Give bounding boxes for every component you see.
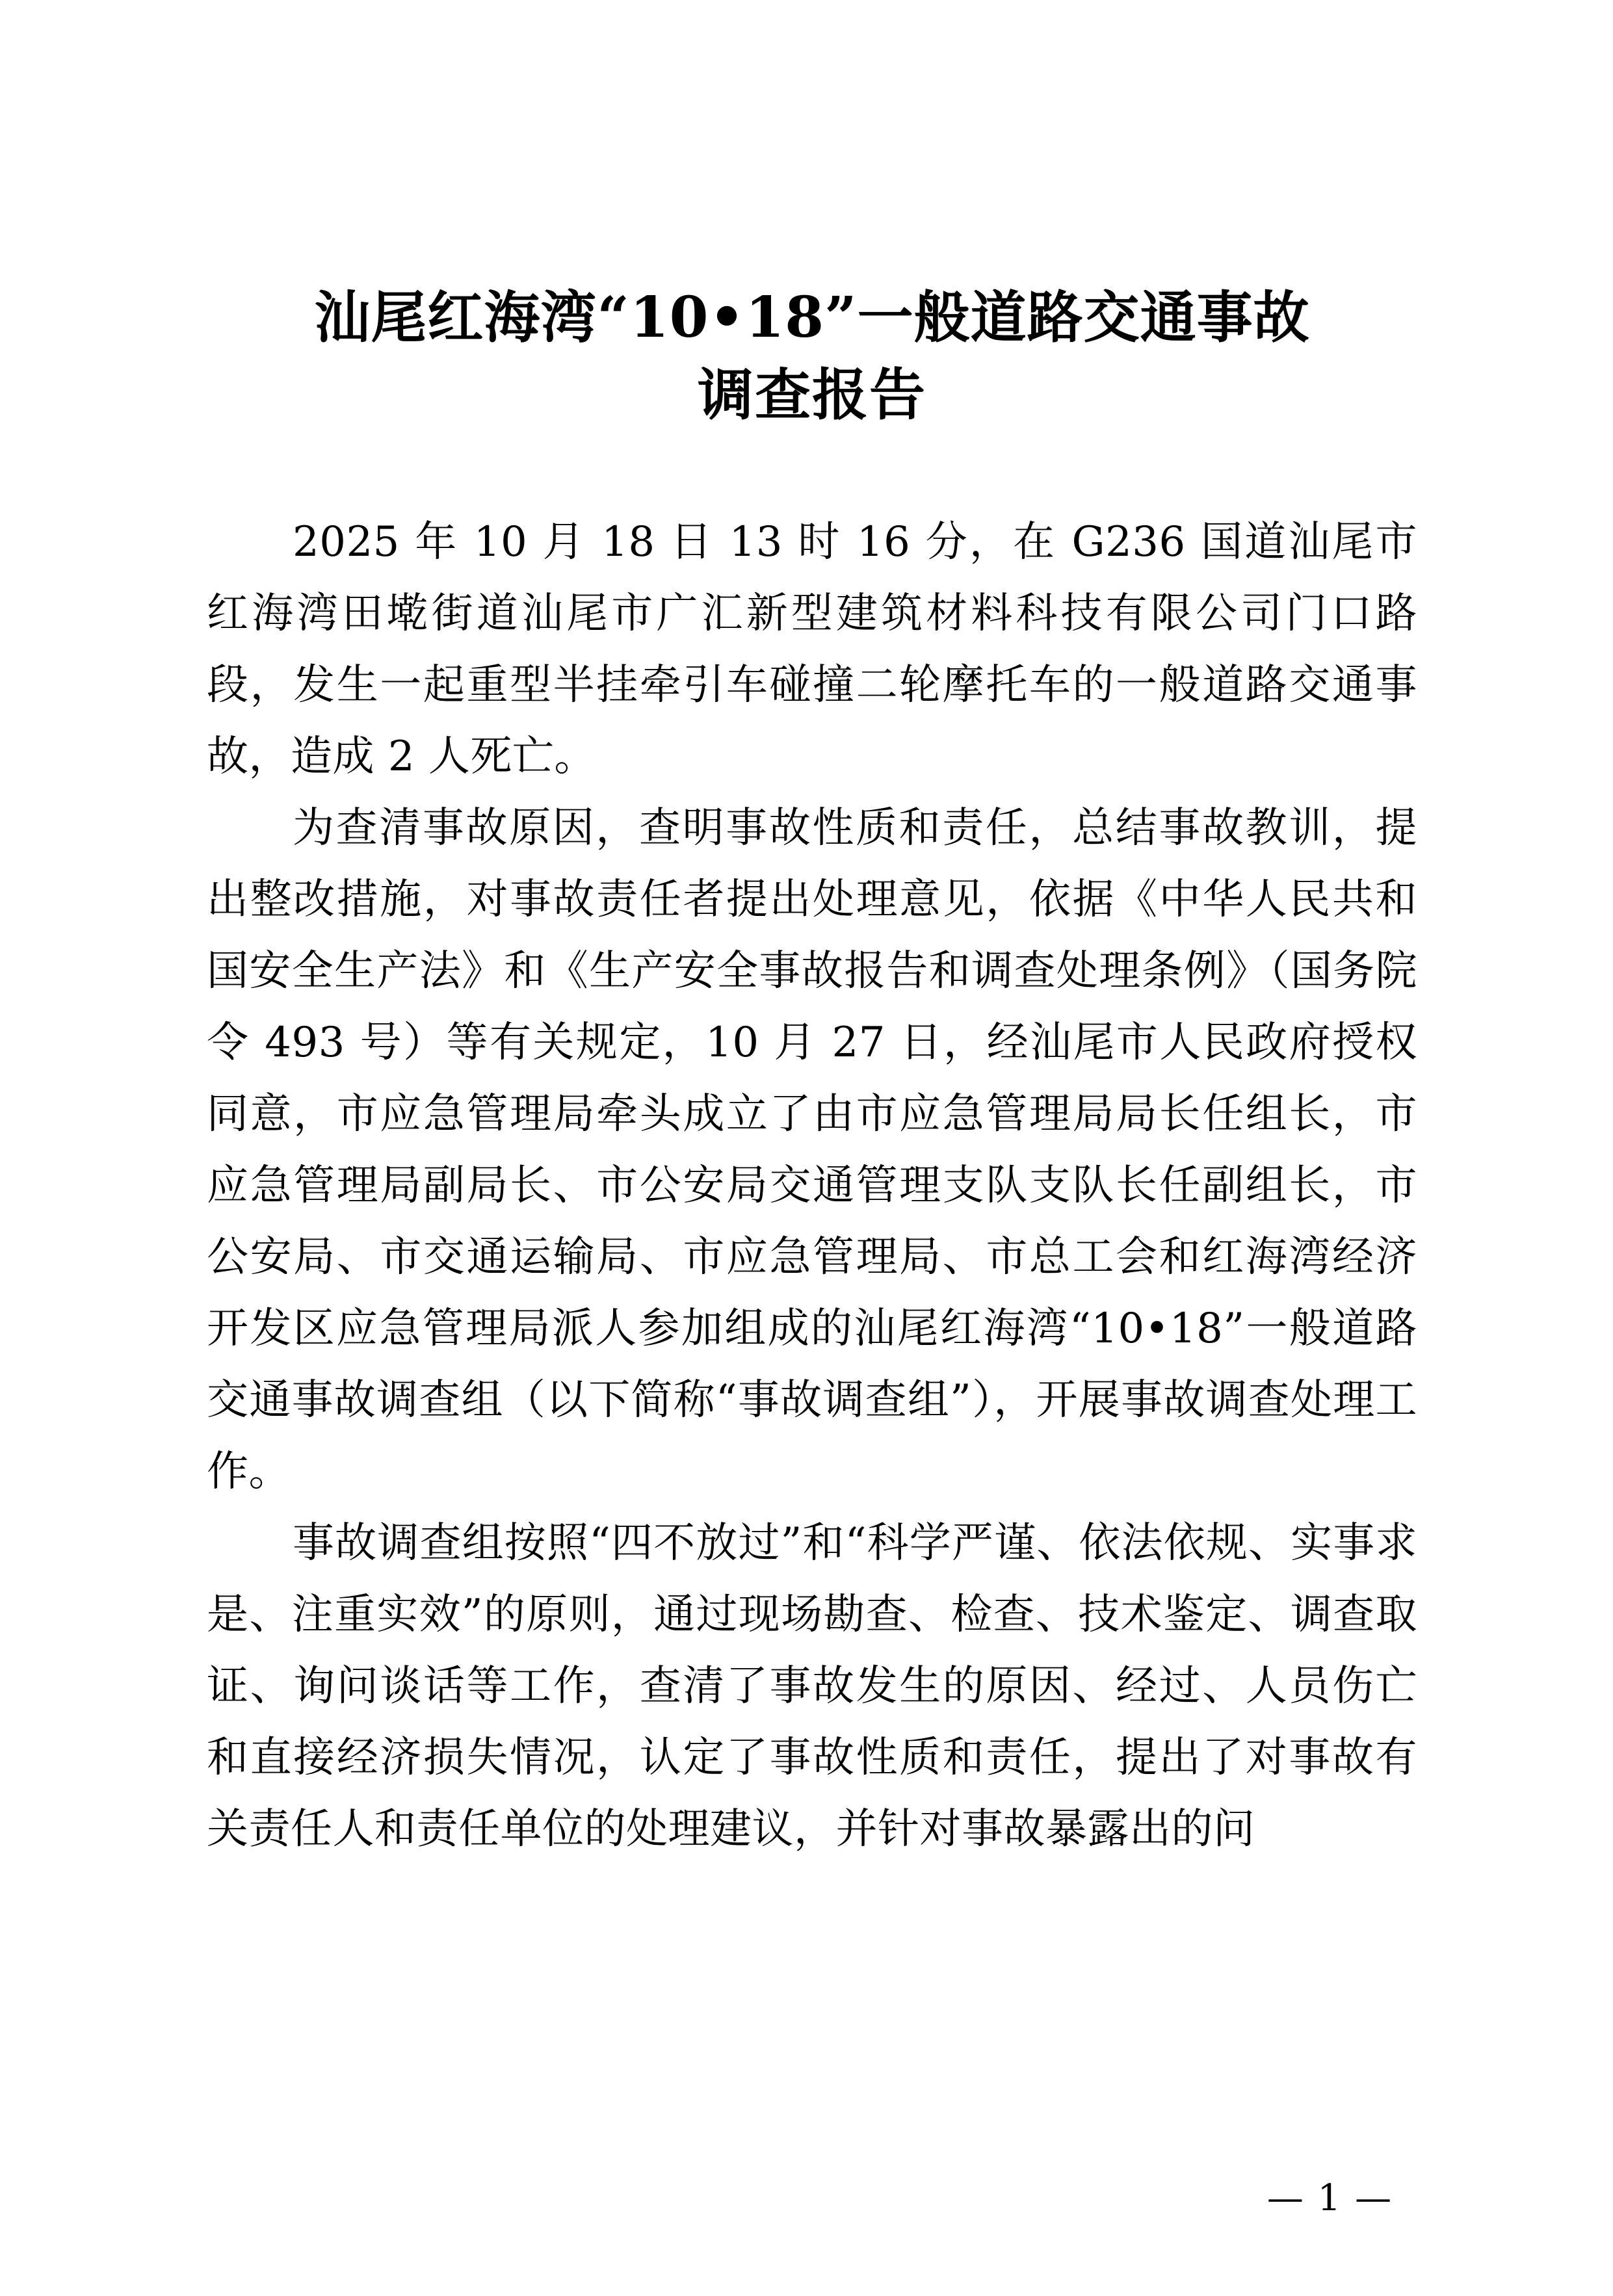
paragraph-investigation-method: 事故调查组按照“四不放过”和“科学严谨、依法依规、实事求是、注重实效”的原则，通过现场勘查、检查、技术鉴定、调查取证、询问谈话等工作，查清了事故发生的原因、经过、人员伤亡和直接经济损失情况，认定了事故性质和责任，提出了对事故有关责任人和责任单位的处理建议，并针对事故暴露出的问 [207, 1519, 1417, 1854]
page-footer [0, 2177, 1613, 2219]
page-number: — 1 — [1266, 2177, 1393, 2219]
page-title-line-1: 汕尾红海湾“10•18”一般道路交通事故 [314, 285, 1310, 350]
document-body [207, 506, 1417, 1865]
paragraph-investigation-team-formation: 为查清事故原因，查明事故性质和责任，总结事故教训，提出整改措施，对事故责任者提出处理意见，依据《中华人民共和国安全生产法》和《生产安全事故报告和调查处理条例》（国务院令 493 号）等有关规定，10 月 27 日，经汕尾市人民政府授权同意，市应急管理局牵头成立了由市应急管理局局长任组长，市应急管理局副局长、市公安局交通管理支队支队长任副组长，市公安局、市交通运输局、市应急管理局、市总工会和红海湾经济开发区应急管理局派人参加组成的汕尾红海湾“10•18”一般道路交通事故调查组（以下简称“事故调查组”），开展事故调查处理工作。 [207, 804, 1417, 1496]
paragraph-accident-summary: 2025 年 10 月 18 日 13 时 16 分，在 G236 国道汕尾市红海湾田墘街道汕尾市广汇新型建筑材料科技有限公司门口路段，发生一起重型半挂牵引车碰撞二轮摩托车的一般道路交通事故，造成 2 人死亡。 [207, 518, 1417, 781]
page-content-column [207, 0, 1417, 1865]
page-title-line-2: 调查报告 [698, 361, 926, 428]
page-title [207, 0, 1417, 434]
